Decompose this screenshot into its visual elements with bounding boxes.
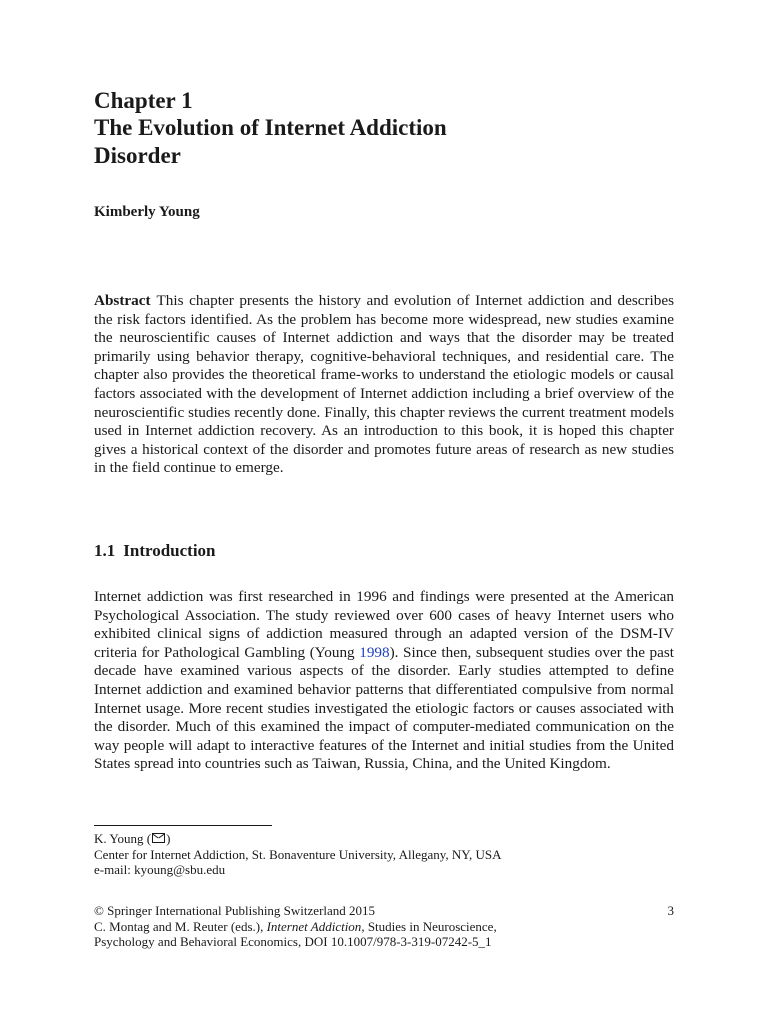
- page-number: 3: [667, 903, 674, 918]
- abstract-text: This chapter presents the history and evolution of Internet addiction and describes the risk factors identified. As the problem has become more widespread, new studies examine the neuroscientific causes of Internet addiction and ways that the disorder may be treated primarily using behavior therapy, cognitive-behavioral techniques, and residential care. The chapter also provides the theoretical frame-works to understand the etiologic models or causal factors associated with the development of Internet addiction including a brief overview of the neuroscientific studies recently done. Finally, this chapter reviews the current treatment models used in Internet addiction recovery. As an introduction to this book, it is hoped this chapter gives a historical context of the disorder and promotes future areas of research as new studies in the field continue to emerge.: [94, 292, 674, 477]
- introduction-paragraph: [94, 588, 674, 774]
- copyright-block: [94, 903, 674, 950]
- chapter-title-line-1: The Evolution of Internet Addiction: [94, 115, 447, 140]
- copyright-series: , Studies in Neuroscience,: [361, 918, 497, 934]
- footnote-divider: [94, 825, 272, 826]
- abstract-paragraph: [94, 292, 674, 478]
- copyright-line-1: © Springer International Publishing Switzerland 2015: [94, 903, 376, 918]
- document-page: [94, 0, 674, 1024]
- envelope-icon[interactable]: [152, 833, 165, 843]
- section-number: 1.1: [94, 541, 116, 560]
- chapter-title-line-2: Disorder: [94, 143, 181, 168]
- author-affiliation: [94, 831, 502, 878]
- copyright-line-3: Psychology and Behavioral Economics, DOI 10.1007/978-3-319-07242-5_1: [94, 934, 492, 949]
- affiliation-name-close: ): [166, 831, 171, 846]
- copyright-editors: C. Montag and M. Reuter (eds.),: [94, 918, 267, 934]
- affiliation-name-line: [94, 831, 502, 847]
- abstract-label: Abstract: [94, 292, 151, 309]
- author-name: Kimberly Young: [94, 204, 200, 220]
- chapter-title: [94, 114, 654, 170]
- affiliation-institution: Center for Internet Addiction, St. Bonaventure University, Allegany, NY, USA: [94, 846, 502, 862]
- copyright-line-2: [94, 919, 674, 935]
- book-title: Internet Addiction: [266, 918, 362, 934]
- affiliation-name: K. Young (: [94, 831, 152, 846]
- affiliation-email: e-mail: kyoung@sbu.edu: [94, 862, 226, 877]
- intro-text-part-2: ). Since then, subsequent studies over the past decade have examined various aspects of the disorder. Early studies attempted to define Internet addiction and examined behavior patterns that differentiated compulsive from normal Internet usage. More recent studies investigated the etiologic factors or causes associated with the disorder. Much of this examined the impact of computer-mediated communication on the way people will adapt to interactive features of the Internet and initial studies from the United States spread into countries such as Taiwan, Russia, China, and the United Kingdom.: [94, 643, 674, 773]
- chapter-label: Chapter 1: [94, 88, 193, 113]
- citation-link[interactable]: 1998: [359, 643, 390, 661]
- intro-text-part-1: Internet addiction was first researched in 1996 and findings were presented at the American Psychological Association. The study reviewed over 600 cases of heavy Internet users who exhibited clinical signs of addiction measured through an adapted version of the DSM-IV criteria for Pathological Gambling (Young: [94, 588, 674, 661]
- section-title: Introduction: [123, 541, 216, 560]
- section-heading: [94, 541, 216, 561]
